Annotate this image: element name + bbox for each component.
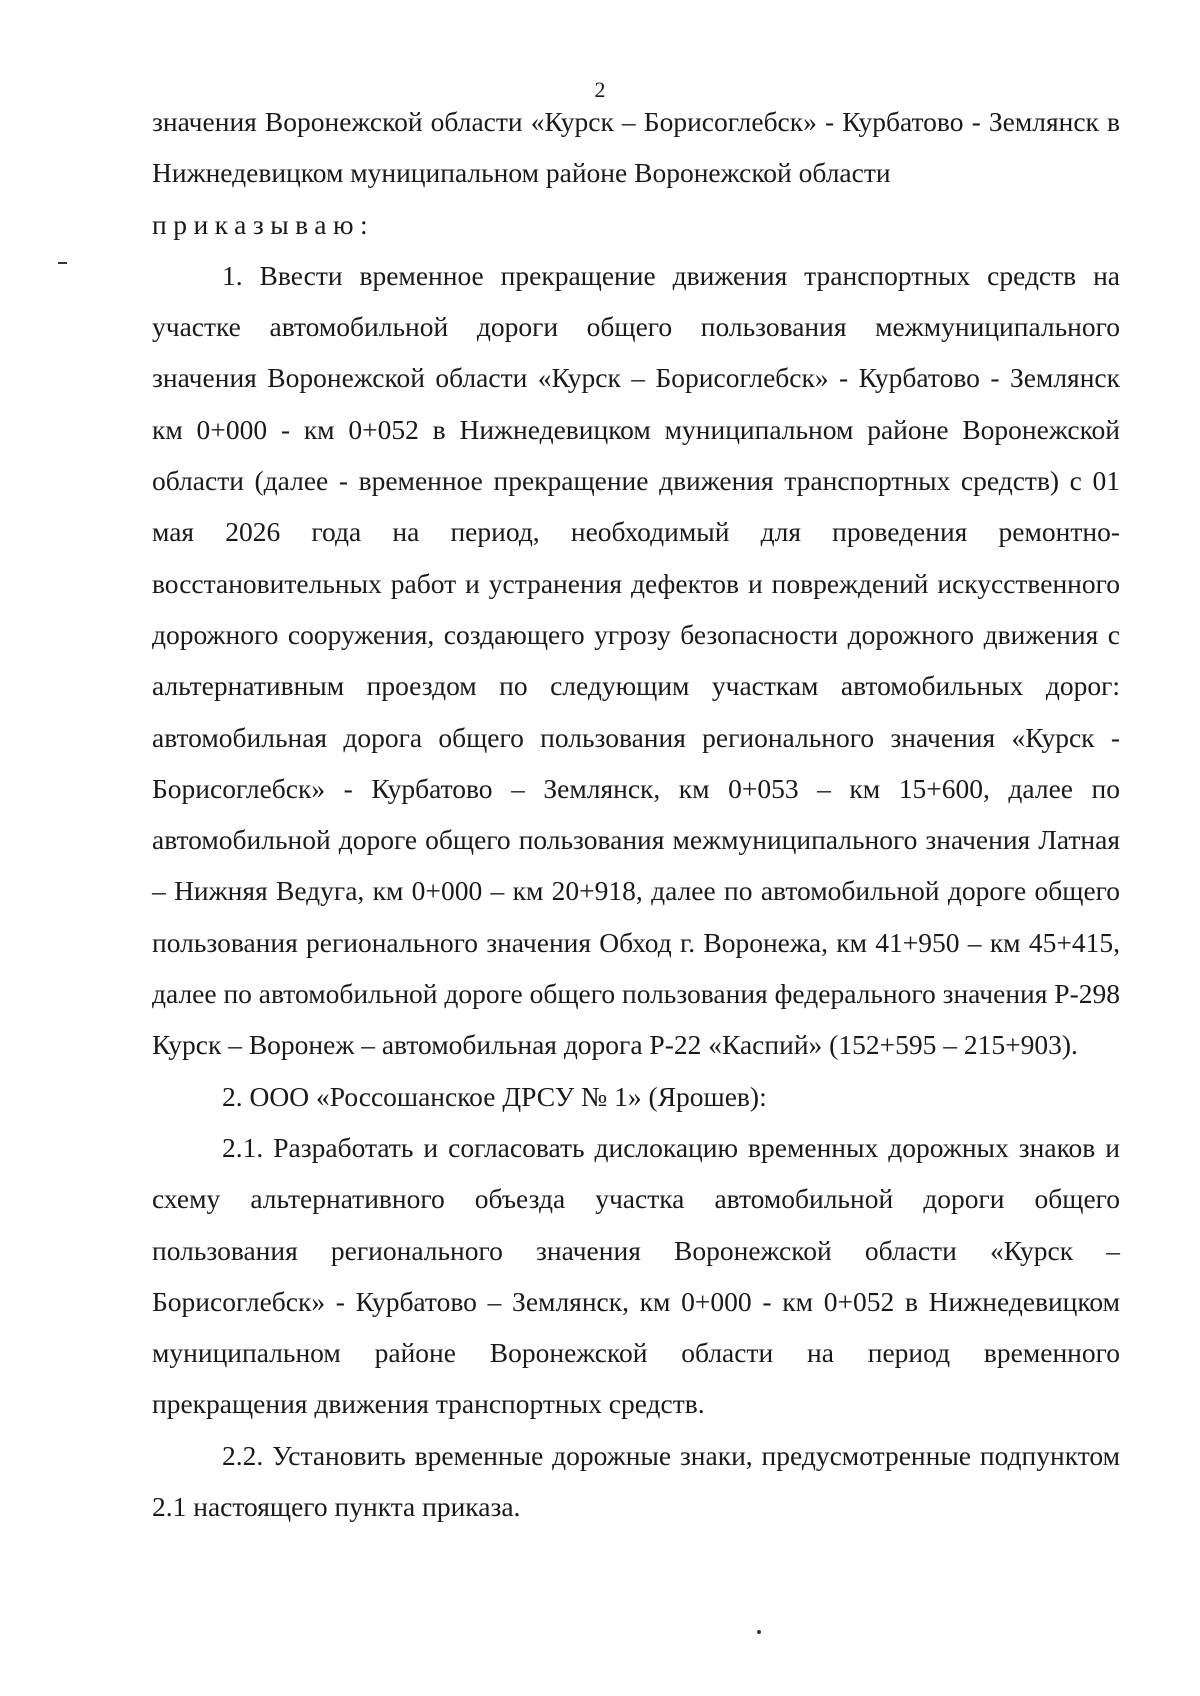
page-number: 2 bbox=[594, 77, 606, 102]
paragraph-item-1: 1. Ввести временное прекращение движения транспортных средств на участке автомобильной дороги общего пользования межмуниципального значения Воронежской области «Курск – Борисоглебск» - Курбатово - Землянск км 0+000 - км 0+052 в Нижнедевицком муниципальном районе Воронежской области (далее - временное прекращение движения транспортных средств) с 01 мая 2026 года на период, необходимый для проведения ремонтно-восстановительных работ и устранения дефектов и повреждений искусственного дорожного сооружения, создающего угрозу безопасности дорожного движения с альтернативным проездом по следующим участкам автомобильных дорог: автомобильная дорога общего пользования регионального значения «Курск - Борисоглебск» - Курбатово – Землянск, км 0+053 – км 15+600, далее по автомобильной дороге общего пользования межмуниципального значения Латная – Нижняя Ведуга, км 0+000 – км 20+918, далее по автомобильной дороге общего пользования регионального значения Обход г. Воронежа, км 41+950 – км 45+415, далее по автомобильной дороге общего пользования федерального значения Р-298 Курск – Воронеж – автомобильная дорога Р-22 «Каспий» (152+595 – 215+903). bbox=[152, 259, 1120, 1061]
scan-dash-mark bbox=[58, 262, 67, 264]
paragraph-intro-continuation: значения Воронежской области «Курск – Борисоглебск» - Курбатово - Землянск в Нижнедевицком муниципальном районе Воронежской области bbox=[152, 106, 1120, 189]
paragraph-item-2-2: 2.2. Установить временные дорожные знаки, предусмотренные подпунктом 2.1 настоящего пункта приказа. bbox=[152, 1439, 1120, 1523]
scan-dot-mark bbox=[757, 1630, 761, 1634]
paragraph-order-word: приказываю: bbox=[152, 208, 375, 240]
paragraph-item-2: 2. ООО «Россошанское ДРСУ № 1» (Ярошев): bbox=[222, 1080, 767, 1112]
document-body bbox=[152, 96, 1120, 1532]
paragraph-item-2-1: 2.1. Разработать и согласовать дислокацию временных дорожных знаков и схему альтернативного объезда участка автомобильной дороги общего пользования регионального значения Воронежской области «Курск – Борисоглебск» - Курбатово – Землянск, км 0+000 - км 0+052 в Нижнедевицком муниципальном районе Воронежской области на период временного прекращения движения транспортных средств. bbox=[152, 1131, 1120, 1420]
